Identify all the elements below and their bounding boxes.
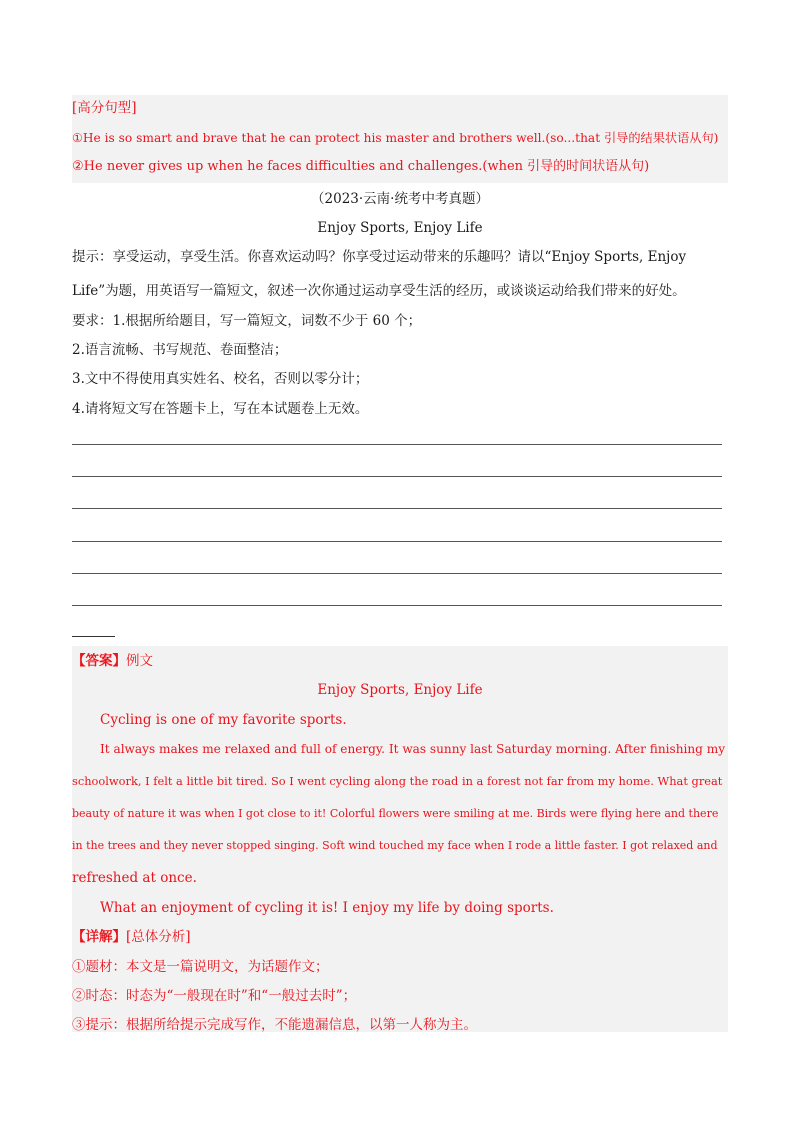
answer-title: Enjoy Sports, Enjoy Life: [317, 682, 483, 698]
answer-paragraph-2-line-2: schoolwork, I felt a little bit tired. So I went cycling along the road in a forest not far from my home. What great: [72, 774, 723, 788]
answer-paragraph-2-line-3: beauty of nature it was when I got close to it! Colorful flowers were smiling at me. Birds were flying here and there: [72, 807, 719, 820]
requirement-2: 2.语言流畅、书写规范、卷面整洁；: [72, 342, 288, 358]
answer-paragraph-3: What an enjoyment of cycling it is! I enjoy my life by doing sports.: [100, 900, 554, 916]
prompt-line-2: Life”为题，用英语写一篇短文，叙述一次你通过运动享受生活的经历，或谈谈运动给我们带来的好处。: [72, 283, 686, 299]
writing-line: [72, 605, 722, 606]
answer-paragraph-2-line-1: It always makes me relaxed and full of energy. It was sunny last Saturday morning. After finishing my: [100, 742, 726, 756]
detail-label: 【详解】: [72, 929, 126, 945]
question-source: （2023·云南·统考中考真题）: [311, 191, 489, 207]
writing-line: [72, 444, 722, 445]
writing-line: [72, 573, 722, 574]
requirement-4: 4.请将短文写在答题卡上，写在本试题卷上无效。: [72, 401, 369, 417]
answer-paragraph-2-line-4: in the trees and they never stopped singing. Soft wind touched my face when I rode a little faster. I got relaxed and: [72, 839, 718, 852]
sentence-1: ①He is so smart and brave that he can protect his master and brothers well.(so...that 引导的结果状语从句): [72, 131, 719, 145]
high-score-heading: [高分句型]: [72, 100, 137, 116]
detail-label-suffix: [总体分析]: [126, 929, 191, 945]
answer-label-suffix: 例文: [126, 653, 153, 669]
detail-item-3: ③提示：根据所给提示完成写作，不能遗漏信息，以第一人称为主。: [72, 1017, 477, 1033]
answer-label: 【答案】: [72, 653, 126, 669]
requirement-3: 3.文中不得使用真实姓名、校名，否则以零分计；: [72, 371, 369, 387]
writing-line: [72, 508, 722, 509]
answer-paragraph-2-line-5: refreshed at once.: [72, 870, 197, 886]
writing-line: [72, 541, 722, 542]
answer-paragraph-1: Cycling is one of my favorite sports.: [100, 712, 347, 728]
prompt-line-1: 提示：享受运动，享受生活。你喜欢运动吗？你享受过运动带来的乐趣吗？请以“Enjoy Sports, Enjoy: [72, 249, 687, 265]
detail-item-1: ①题材：本文是一篇说明文，为话题作文；: [72, 959, 329, 975]
requirement-1: 要求：1.根据所给题目，写一篇短文，词数不少于 60 个；: [72, 313, 422, 329]
detail-item-2: ②时态：时态为“一般现在时”和“一般过去时”；: [72, 988, 357, 1004]
detail-label-line: [72, 928, 191, 946]
sentence-2: ②He never gives up when he faces difficulties and challenges.(when 引导的时间状语从句): [72, 159, 650, 174]
question-title: Enjoy Sports, Enjoy Life: [317, 220, 483, 236]
answer-label-line: [72, 652, 153, 670]
writing-line-end: [72, 636, 115, 637]
writing-line: [72, 476, 722, 477]
